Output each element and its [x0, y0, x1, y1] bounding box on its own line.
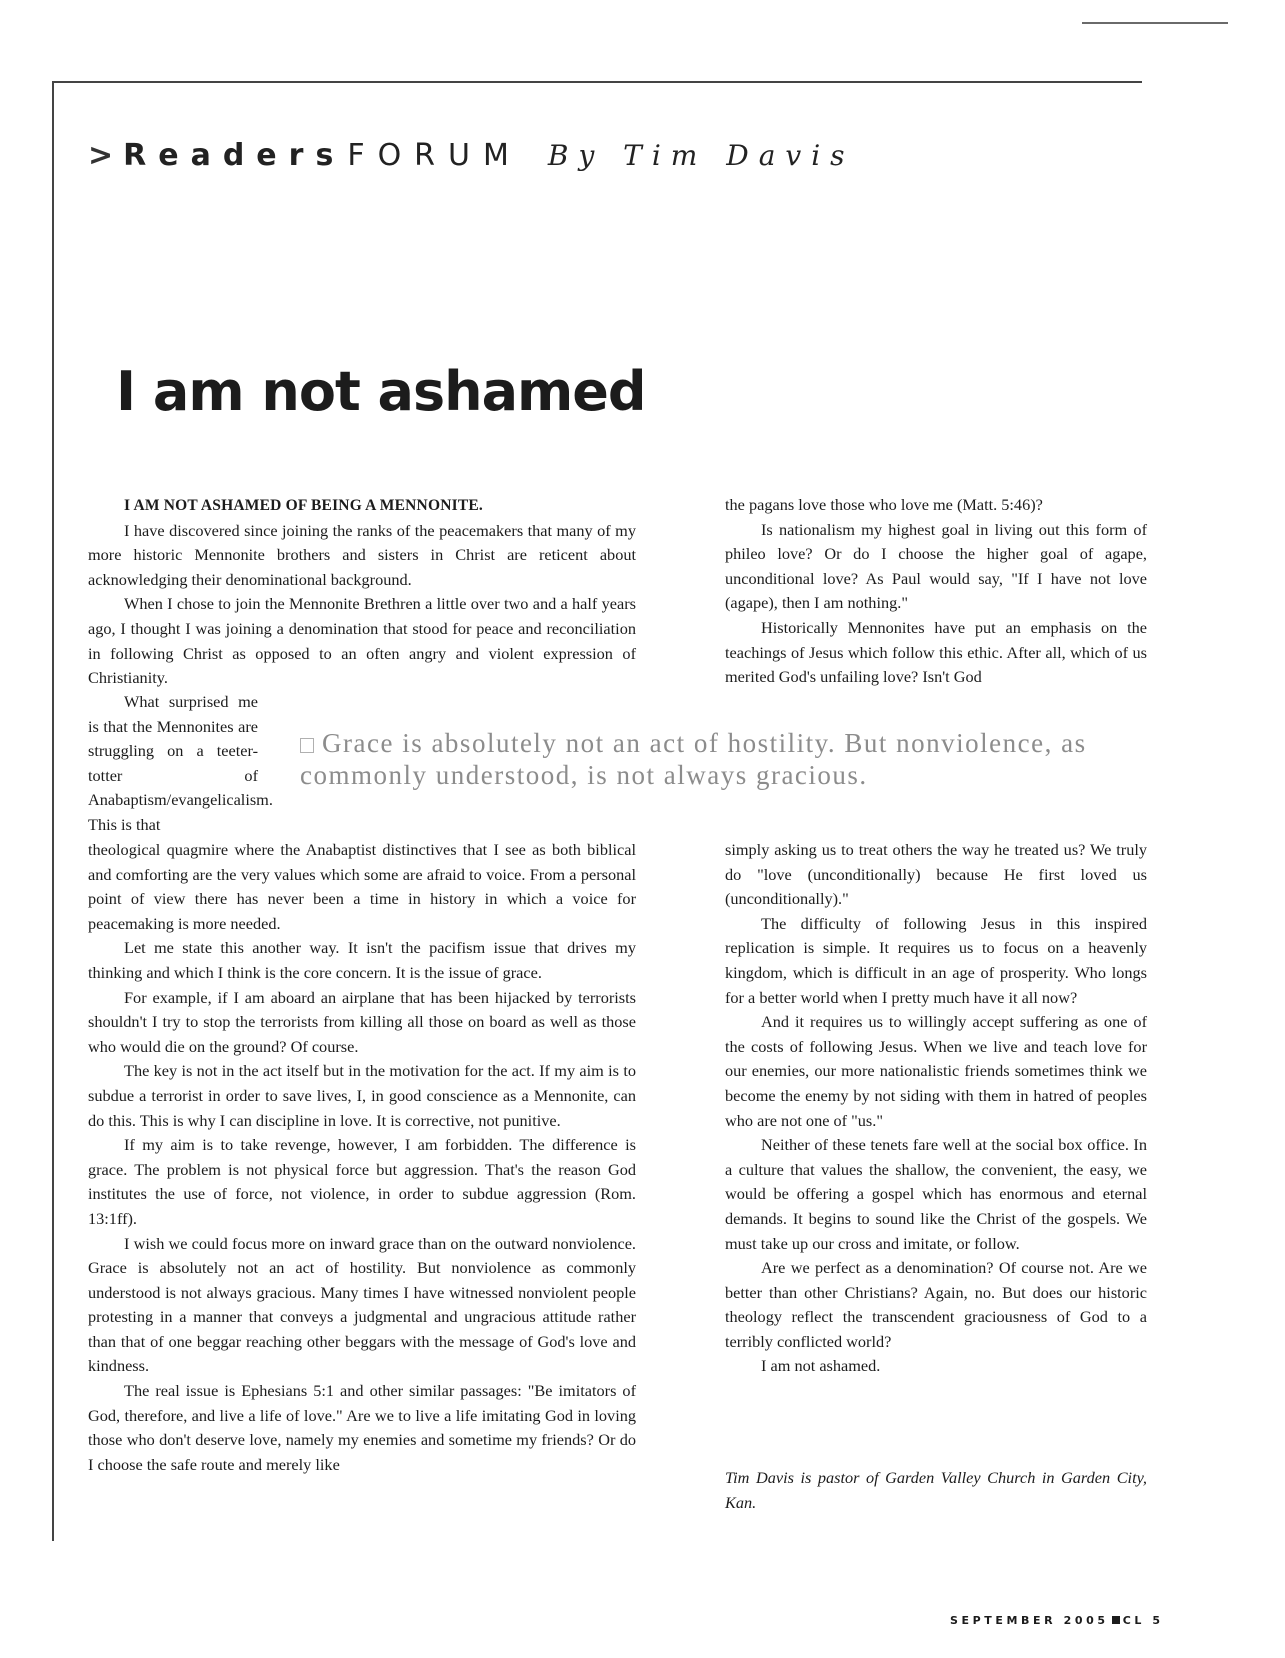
pull-quote-text: Grace is absolutely not an act of hostility. But nonviolence, as commonly understood, is not always gracious.: [300, 728, 1087, 790]
section-name-light: FORUM: [347, 138, 522, 173]
footer-date: SEPTEMBER 2005: [950, 1614, 1109, 1627]
paragraph: For example, if I am aboard an airplane that has been hijacked by terrorists shouldn't I try to stop the terrorists from killing all those on board as well as those who would die on the ground? Of course.: [88, 987, 636, 1056]
paragraph: I have discovered since joining the ranks of the peacemakers that many of my more historic Mennonite brothers and sisters in Christ are reticent about acknowledging their denominational background.: [88, 520, 636, 589]
paragraph: Neither of these tenets fare well at the social box office. In a culture that values the shallow, the convenient, the easy, we would be offering a gospel which has enormous and eternal demands. It begins to sound like the Christ of the gospels. We must take up our cross and imitate, or follow.: [725, 1135, 1147, 1253]
paragraph: Historically Mennonites have put an emphasis on the teachings of Jesus which follow this ethic. After all, which of us merited God's unfailing love? Isn't God: [725, 617, 1147, 687]
paragraph: Are we perfect as a denomination? Of course not. Are we better than other Christians? Again, no. But does our historic theology reflect the transcendent graciousness of God to a terribly conflicted world?: [725, 1258, 1147, 1351]
paragraph: the pagans love those who love me (Matt. 5:46)?: [725, 495, 1043, 514]
paragraph: simply asking us to treat others the way he treated us? We truly do "love (unconditionally) because He first loved us (unconditionally).": [725, 840, 1147, 909]
square-separator-icon: [1112, 1616, 1120, 1624]
column-bottom-left: [88, 838, 636, 1477]
lead-in-paragraph: [88, 493, 636, 519]
column-top-left: [88, 493, 636, 691]
footer-publication-page: CL 5: [1122, 1614, 1164, 1627]
column-bottom-right: [725, 838, 1147, 1379]
page-footer: [950, 1614, 1164, 1627]
paragraph: And it requires us to willingly accept suffering as one of the costs of following Jesus. When we live and teach love for our enemies, our more nationalistic friends sometimes think we become the enemy by not siding with them in hatred of peoples who are not one of "us.": [725, 1012, 1147, 1130]
square-bullet-icon: [300, 738, 314, 753]
pull-quote: [300, 727, 1130, 791]
paragraph: theological quagmire where the Anabaptist distinctives that I see as both biblical and comforting are the very values which some are afraid to voice. From a personal point of view there has never been a time in history in which a voice for peacemaking is more needed.: [88, 840, 636, 933]
paragraph: If my aim is to take revenge, however, I am forbidden. The difference is grace. The problem is not physical force but aggression. That's the reason God institutes the use of force, not violence, in order to subdue aggression (Rom. 13:1ff).: [88, 1135, 636, 1228]
paragraph: I wish we could focus more on inward grace than on the outward nonviolence. Grace is absolutely not an act of hostility. But nonviolence as commonly understood is not always gracious. Many times I have witnessed nonviolent people protesting in a manner that conveys a judgmental and ungracious attitude rather than that of one beggar reaching other beggars with the message of God's love and kindness.: [88, 1233, 636, 1376]
paragraph: When I chose to join the Mennonite Brethren a little over two and a half years ago, I thought I was joining a denomination that stood for peace and reconciliation in following Christ as opposed to an often angry and violent expression of Christianity.: [88, 594, 636, 688]
lead-in: I AM NOT ASHAMED OF BEING A MENNONITE.: [124, 497, 483, 514]
paragraph: What surprised me is that the Mennonites are struggling on a teeter-totter of Anabaptism/evangelicalism. This is that: [88, 692, 273, 834]
frame-top-rule: [52, 81, 1142, 83]
paragraph: Let me state this another way. It isn't the pacifism issue that drives my thinking and which I think is the core concern. It is the issue of grace.: [88, 938, 636, 982]
paragraph: The real issue is Ephesians 5:1 and other similar passages: "Be imitators of God, therefore, and live a life of love." Are we to live a life imitating God in loving those who don't deserve love, namely my enemies and sometime my friends? Or do I choose the safe route and merely like: [88, 1381, 636, 1474]
paragraph: The key is not in the act itself but in the motivation for the act. If my aim is to subdue a terrorist in order to save lives, I, in good conscience as a Mennonite, can do this. This is why I can discipline in love. It is corrective, not punitive.: [88, 1061, 636, 1130]
arrow-icon: >: [88, 138, 114, 173]
frame-left-rule: [52, 81, 54, 1541]
author-bio: Tim Davis is pastor of Garden Valley Church in Garden City, Kan.: [725, 1468, 1147, 1512]
section-header: [88, 134, 855, 178]
paragraph: The difficulty of following Jesus in this inspired replication is simple. It requires us to focus on a heavenly kingdom, which is difficult in an age of prosperity. Who longs for a better world when I pretty much have it all now?: [725, 913, 1147, 1007]
closing-line: I am not ashamed.: [761, 1356, 881, 1376]
column-narrow: [88, 690, 273, 838]
article-headline: I am not ashamed: [116, 360, 646, 423]
section-name-bold: Readers: [123, 138, 346, 173]
column-top-right: [725, 493, 1147, 690]
corner-rule: [1082, 22, 1228, 24]
byline: By Tim Davis: [547, 139, 855, 172]
paragraph: Is nationalism my highest goal in living out this form of phileo love? Or do I choose the higher goal of agape, unconditional love? As Paul would say, "If I have not love (agape), then I am nothing.": [725, 519, 1147, 613]
